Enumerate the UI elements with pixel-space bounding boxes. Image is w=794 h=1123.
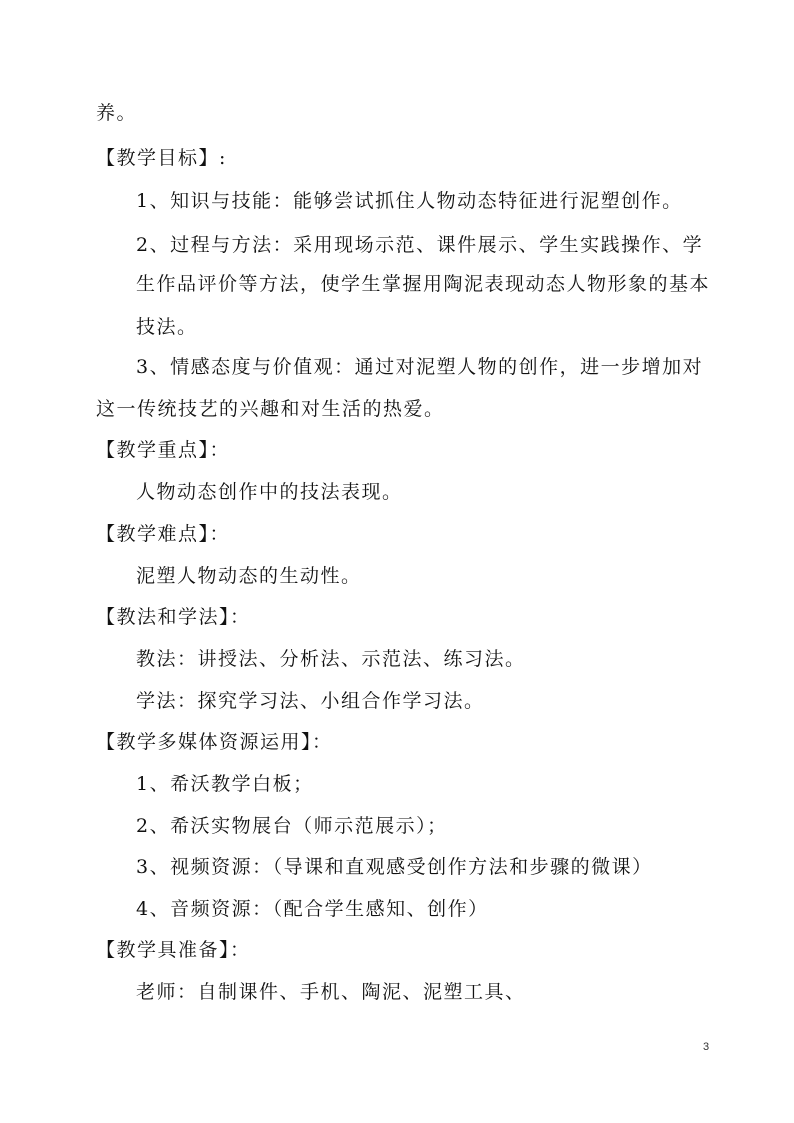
- heading-difficulties: 【教学难点】：: [96, 523, 231, 545]
- goal-process-methods-end: 技法。: [136, 316, 198, 338]
- teaching-method-text: 教法：讲授法、分析法、示范法、练习法。: [136, 648, 526, 670]
- goal-process-methods-cont: 生作品评价等方法，使学生掌握用陶泥表现动态人物形象的基本: [136, 273, 711, 295]
- materials-teacher-text: 老师：自制课件、手机、陶泥、泥塑工具、: [136, 981, 526, 1003]
- key-point-text: 人物动态创作中的技法表现。: [136, 481, 403, 503]
- goal-process-methods: 2、过程与方法：采用现场示范、课件展示、学生实践操作、学: [136, 234, 704, 256]
- learning-method-text: 学法：探究学习法、小组合作学习法。: [136, 690, 485, 712]
- goal-knowledge-skills: 1、知识与技能：能够尝试抓住人物动态特征进行泥塑创作。: [136, 190, 683, 212]
- multimedia-item-2: 2、希沃实物展台（师示范展示）；: [136, 815, 448, 837]
- heading-multimedia: 【教学多媒体资源运用】：: [96, 731, 333, 753]
- difficulty-text: 泥塑人物动态的生动性。: [136, 565, 362, 587]
- multimedia-item-4: 4、音频资源：（配合学生感知、创作）: [136, 898, 489, 920]
- multimedia-item-1: 1、希沃教学白板；: [136, 773, 314, 795]
- goal-attitude-values: 3、情感态度与价值观：通过对泥塑人物的创作，进一步增加对: [136, 356, 704, 378]
- heading-materials: 【教学具准备】：: [96, 939, 251, 961]
- page-number: 3: [703, 1041, 710, 1053]
- heading-teaching-goals: 【教学目标】:: [96, 147, 227, 169]
- text-line-continuation: 养。: [96, 102, 138, 124]
- heading-teaching-methods: 【教法和学法】：: [96, 606, 251, 628]
- heading-key-points: 【教学重点】：: [96, 439, 231, 461]
- goal-attitude-values-cont: 这一传统技艺的兴趣和对生活的热爱。: [96, 398, 445, 420]
- multimedia-item-3: 3、视频资源：（导课和直观感受创作方法和步骤的微课）: [136, 856, 653, 878]
